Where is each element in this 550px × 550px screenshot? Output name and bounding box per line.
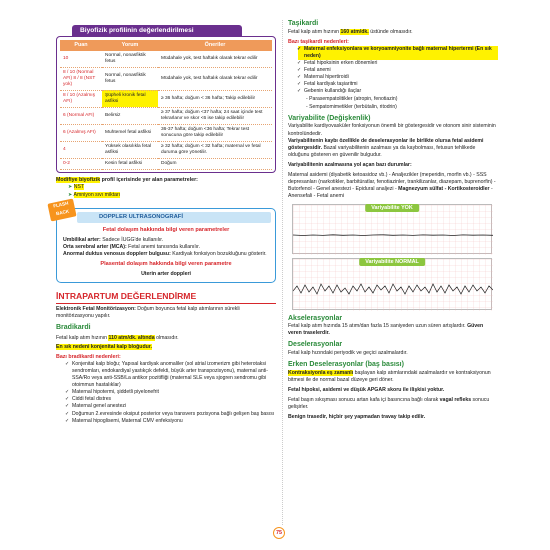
table-cell-oneri: Müdahale yok, test haftalık olarak tekrar edilir <box>158 51 272 67</box>
table-cell-yorum: Normal, nonasfiktik fetus <box>102 51 158 67</box>
list-item: ✓ Maternal enfeksiyonlara ve koryoamniyonite bağlı maternal hipertermi (En sık neden) <box>298 46 498 60</box>
table-row <box>60 124 272 141</box>
doppler-umbilikal: Umbilikal arter: Sadece İUGG'de kullanılır. <box>63 237 164 244</box>
bradikardi-causes-title: Bazı bradikardi nedenleri: <box>56 353 121 360</box>
intrapartum-title: İNTRAPARTUM DEĞERLENDİRME <box>56 291 276 304</box>
tasikardi-causes-list <box>288 46 498 95</box>
table-cell-yorum: Şüpheli kronik fetal asfiksi <box>102 90 158 107</box>
table-cell-oneri: Müdahale yok, test haftalık olarak tekrar edilir <box>158 67 272 90</box>
biofizik-table <box>60 40 272 170</box>
table-cell-oneri: ≥ 37 hafta; doğum <37 hafta; 24 saat içinde test tekrarlanır ve skor <6 ise takip edilebilir <box>158 107 272 124</box>
strip-label-no-variability: Variyabilite YOK <box>365 204 419 213</box>
biofizik-title: Biyofizik profilinin değerlendirilmesi <box>72 25 242 37</box>
erken-p4: Benign trasedir, hiçbir şey yapmadan travay takip edilir. <box>288 414 426 421</box>
list-item: ✓ Maternal hipertiroidi <box>298 74 498 81</box>
table-cell-oneri: 36-37 hafta; doğum <36 hafta; Tekrar test sonucuna göre takip edilebilir <box>158 124 272 141</box>
erken-p3: Fetal başın sıkışması sonucu artan kafa içi basıncına bağlı olarak vagal refleks sonucu gelişirler. <box>288 396 490 410</box>
bradikardi-def: Fetal kalp atım hızının 110 atm/dk. altında olmasıdır. <box>56 334 179 341</box>
variyabilite-p2: Variyabilitenin kaybı özellikle de deselerasyonlar ile birlikte olursa fetal asidemi göstergesidir. Bazal variyabilitenin azalması ya da kaybolması, fetusun tehlikede olduğunu gösteren en güvenilir bulgudur. <box>288 137 484 158</box>
table-cell-puan: 10 <box>60 51 102 67</box>
list-item: ✓ Maternal hipotermi, şiddetli piyelonefrit <box>66 389 276 396</box>
list-item: ➤ Amniyon sıvı miktarı <box>68 192 276 200</box>
table-header-oneriler: Öneriler <box>158 40 272 51</box>
ctg-grid-2 <box>293 259 493 311</box>
table-cell-yorum: Normal, nonasfiktik fetus <box>102 67 158 90</box>
doppler-mca: Orta serebral arter (MCA): Fetal anemi tanısında kullanılır. <box>63 244 200 251</box>
list-item: ✓ Fetal hipoksinin erken dönemleri <box>298 60 498 67</box>
erken-deselerasyon-title: Erken Deselerasyonlar (baş basısı) <box>288 361 404 369</box>
table-row <box>60 107 272 124</box>
table-cell-yorum: Belirsiz <box>102 107 158 124</box>
drug-list <box>288 96 498 110</box>
table-cell-oneri: ≥ 32 hafta; doğum < 32 hafta; maternal ve fetal duruma göre yönetilir. <box>158 141 272 158</box>
list-item: ✓ Fetal anemi <box>298 67 498 74</box>
tasikardi-def: Fetal kalp atım hızının 160 atm/dk. üstünde olmasıdır. <box>288 28 413 35</box>
table-cell-yorum: Yüksek olasılıkla fetal asfiksi <box>102 141 158 158</box>
doppler-sub-plasental: Plasental dolaşım hakkında bilgi veren parametre <box>100 261 232 268</box>
erken-p2: Fetal hipoksi, asidemi ve düşük APGAR skoru ile ilişkisi yoktur. <box>288 386 445 393</box>
table-row <box>60 90 272 107</box>
list-item: ✓ Konjenital kalp bloğu; Yapısal kardiyak anomaliler (sol atrial izomerizm gibi heterotaksi sendromları, endokardiyal yastıkçık defekti, büyük arter transpozisyonu), maternal anti-SSA/Ro veya anti-SSB/La antikor pozitifliği (maternal SLE veya sjogren sendromu gibi otoimmun hastalıklar) <box>66 361 276 389</box>
bradikardi-common: En sık nedeni konjenital kalp bloğudur. <box>56 343 152 350</box>
deselerasyon-text: Fetal kalp hızındaki periyodik ve geçici azalmalardır. <box>288 350 408 357</box>
table-header-yorum: Yorum <box>102 40 158 51</box>
strip-label-normal-variability: Variyabilite NORMAL <box>359 258 425 267</box>
ctg-strip-no-variability <box>292 204 492 254</box>
efm-paragraph: Elektronik Fetal Monitörizasyon: Doğum boyunca fetal kalp atımlarının sürekli monitörizasyonu yapılır. <box>56 305 240 319</box>
intrapartum-text <box>56 306 276 425</box>
table-cell-puan: 6 (Normal AFI) <box>60 107 102 124</box>
list-item: ✓ Maternal hipoglisemi, Maternal CMV enfeksiyonu <box>66 418 276 425</box>
table-cell-puan: 6 (Azalmış AFI) <box>60 124 102 141</box>
akselerasyon-text: Fetal kalp atım hızında 15 atım/dan fazla 15 saniyeden uzun süren artışlardır. Güven veren traselerdir. <box>288 323 484 337</box>
erken-p1: Kontraksiyonla eş zamanlı başlayan kalp atımlarındaki azalmalardır ve kontraksiyonun bitmesi ile de normal bazal düzeye geri döner. <box>288 369 491 383</box>
table-cell-oneri: Doğum <box>158 158 272 169</box>
biofizik-table-box <box>56 36 276 173</box>
params-title: Modifiye biyofizik profil içerisinde yer alan parametreler: <box>56 176 198 183</box>
list-item: ✓ Doğumun 2.evresinde oksiput posterior veya transvers pozisyona bağlı gelişen baş basısı <box>66 411 276 418</box>
list-item: ✓ Ciddi fetal distres <box>66 396 276 403</box>
table-cell-puan: 8 / 10 (Azalmış AFI) <box>60 90 102 107</box>
table-cell-oneri: ≥ 36 hafta; doğum < 36 hafta; Takip edilebilir <box>158 90 272 107</box>
list-item: - Parasempatolitikler (atropin, fenotiazin) <box>306 96 498 103</box>
params-block <box>56 177 276 200</box>
column-divider <box>282 20 283 525</box>
list-item: ✓ Gebenin kullandığı ilaçlar <box>298 88 498 95</box>
table-cell-puan: 4 <box>60 141 102 158</box>
table-row <box>60 51 272 67</box>
table-header-puan: Puan <box>60 40 102 51</box>
bradikardi-causes-list <box>56 361 276 424</box>
variyabilite-causes: Maternal asidemi (diyabetik ketoasidoz vb.) - Analjezikler (meperidin, morfin vb.) - SSS depresanları (narkotikler, barbitüratlar, fenotiazinler, trankilizanlar, diazepam, buprenorfin) - Butorfenol - Genel anestezi - Epidural analjezi - Magnezyum sülfat - Kortikosteroidler - Anensefali - Fetal anemi <box>288 171 496 199</box>
table-row <box>60 158 272 169</box>
table-row <box>60 67 272 90</box>
variyabilite-p1: Variyabilite kardiyovasküler fonksiyonun önemli bir göstergesidir ve otonom sinir sisteminin kontrolündedir. <box>288 123 496 137</box>
tasikardi-title: Taşikardi <box>288 20 319 27</box>
table-cell-yorum: Kesin fetal asfiksi <box>102 158 158 169</box>
doppler-title: DOPPLER ULTRASONOGRAFİ <box>77 212 271 223</box>
bradikardi-title: Bradikardi <box>56 324 91 331</box>
ctg-strip-normal-variability <box>292 258 492 310</box>
doppler-sub-fetal: Fetal dolaşım hakkında bilgi veren parametreler <box>102 227 230 234</box>
list-item: ✓ Fetal kardiyak taşiaritmi <box>298 81 498 88</box>
page-number: 75 <box>273 527 285 539</box>
akselerasyon-title: Akselerasyonlar <box>288 314 343 322</box>
variyabilite-causes-title: Variyabilitenin azalmasına yol açan bazı durumlar: <box>288 161 412 168</box>
table-row <box>60 141 272 158</box>
flash-back-badge: FLASH BACK <box>47 198 76 221</box>
list-item: ✓ Maternal genel anestezi <box>66 403 276 410</box>
deselerasyon-title: Deselerasyonlar <box>288 341 343 349</box>
list-item: - Sempatomimetikler (terbütalin, ritodrin) <box>306 104 498 111</box>
doppler-duktus: Anormal duktus venosus dopplerr bulgusu: Kardiyak fonksiyon bozukluğunu gösterir. <box>63 251 267 258</box>
tasikardi-causes-title: Bazı taşikardi nedenleri: <box>288 38 349 45</box>
list-item: ➤ NST <box>68 184 276 192</box>
doppler-uterin: Uterin arter doppleri <box>141 271 191 278</box>
table-cell-puan: 0-2 <box>60 158 102 169</box>
doppler-box <box>52 200 276 283</box>
table-cell-puan: 8 / 10 (Normal AFI) 8 / 8 (NST yok) <box>60 67 102 90</box>
right-column <box>288 20 498 421</box>
table-cell-yorum: Muhtemel fetal asfiksi <box>102 124 158 141</box>
variyabilite-title: Variyabilite (Değişkenlik) <box>288 114 371 122</box>
left-column <box>52 25 276 425</box>
